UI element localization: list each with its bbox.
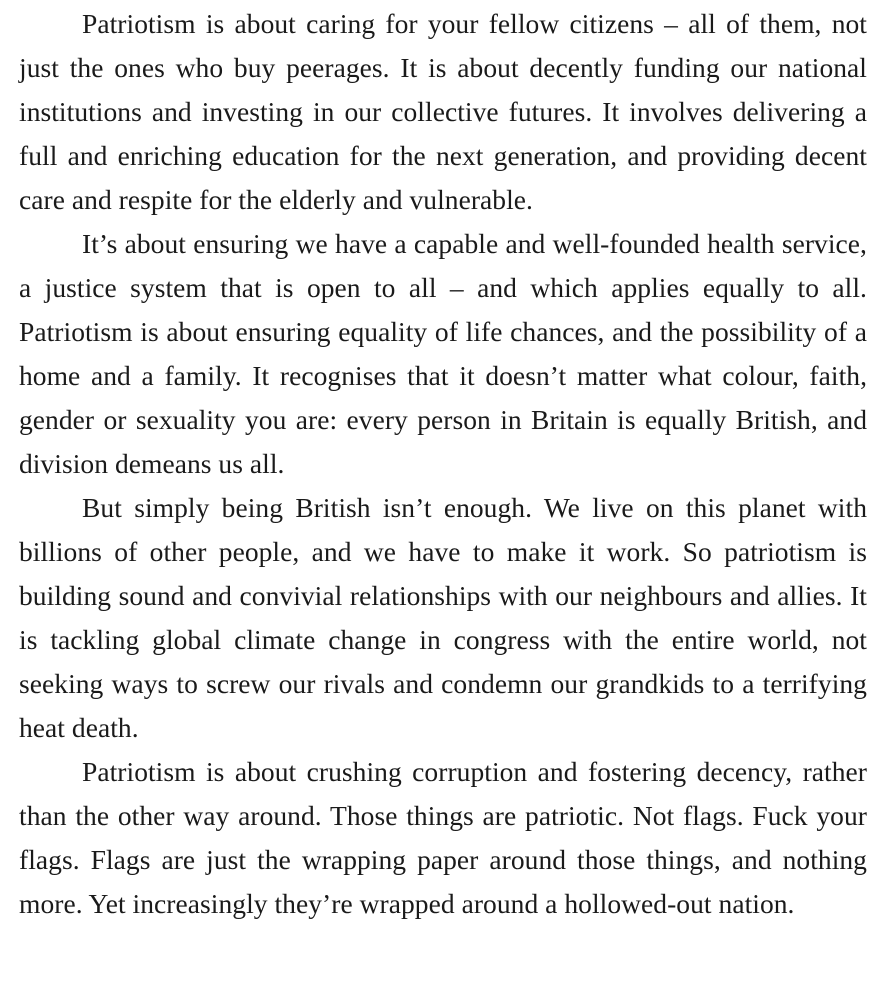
paragraph-global-relationships: But simply being British isn’t enough. We live on this planet with billions of other people, and we have to make it work. So patriotism is building sound and convivial relationships with our neighbours and allies. It is tackling global climate change in congress with the entire world, not seeking ways to screw our rivals and condemn our grandkids to a terrifying heat death. — [19, 492, 867, 743]
paragraph-corruption-flags: Patriotism is about crushing corruption and fostering decency, rather than the other way around. Those things are patriotic. Not flags. Fuck your flags. Flags are just the wrapping paper around those things, and nothing more. Yet increasingly they’re wrapped around a hollowed-out nation. — [19, 756, 867, 919]
paragraph-patriotism-caring: Patriotism is about caring for your fellow citizens – all of them, not just the ones who buy peerages. It is about decently funding our national institutions and investing in our collective futures. It involves delivering a full and enriching education for the next generation, and providing decent care and respite for the elderly and vulnerable. — [19, 8, 867, 215]
paragraph-health-justice-equality: It’s about ensuring we have a capable and well-founded health service, a justice system that is open to all – and which applies equally to all. Patriotism is about ensuring equality of life chances, and the possibility of a home and a family. It recognises that it doesn’t matter what colour, faith, gender or sexuality you are: every person in Britain is equally British, and division demeans us all. — [19, 228, 867, 479]
